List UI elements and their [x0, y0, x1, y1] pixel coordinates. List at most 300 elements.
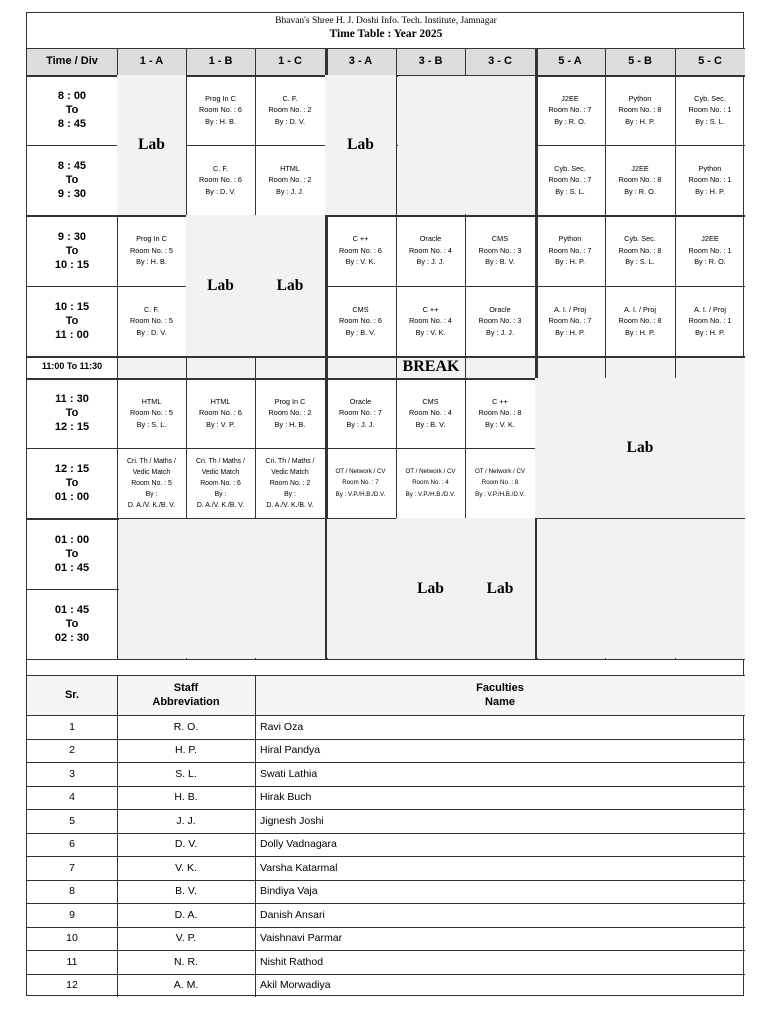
session-cell — [396, 378, 465, 448]
lab-block — [535, 378, 745, 518]
session-subject: C. F. — [282, 93, 298, 103]
lab-label: Lab — [626, 439, 654, 457]
session-faculty: By : V.P./H.B./D.V. — [405, 490, 456, 498]
session-cell — [535, 215, 605, 286]
fac-name — [260, 974, 740, 998]
session-room: Room No. : 6 — [199, 105, 242, 115]
session-room: Room No. : 4 — [409, 316, 452, 326]
session-room: Room No. : 8 — [618, 175, 662, 185]
fac-abbr-value: V. K. — [175, 861, 197, 874]
fac-grid-line — [27, 950, 745, 951]
session-subject: Cri. Th / Maths / — [127, 457, 176, 465]
fac-grid-line — [27, 927, 745, 928]
session-room: Room No. : 6 — [339, 316, 382, 326]
fac-sr-value: 11 — [66, 955, 78, 968]
session-faculty: By : S. L. — [136, 419, 167, 429]
session-faculty: By : S. L. — [695, 116, 725, 126]
column-header — [255, 48, 325, 75]
lab-label: Lab — [207, 276, 234, 294]
fac-name — [260, 762, 740, 786]
lab-label: Lab — [276, 276, 304, 294]
break-label: BREAK — [402, 358, 460, 376]
fac-name-value: Bindiya Vaja — [260, 885, 318, 898]
institute-name: Bhavan's Shree H. J. Doshi Info. Tech. Institute, Jamnagar — [275, 16, 497, 26]
fac-sr — [27, 880, 117, 904]
session-cell — [325, 378, 396, 448]
session-faculty: By : V. K. — [485, 419, 515, 429]
session-subject: CMS — [422, 396, 439, 406]
column-header — [117, 48, 186, 75]
fac-abbr — [117, 856, 255, 880]
time-from: 11 : 30 — [55, 393, 89, 405]
time-from: 8 : 45 — [57, 160, 87, 172]
break-time-label: 11:00 To 11:30 — [41, 361, 103, 372]
fac-header-sr — [27, 675, 117, 715]
session-subject: Prog In C — [274, 396, 306, 406]
grid-line — [27, 286, 745, 287]
time-to: 12 : 15 — [54, 421, 90, 433]
column-header-label: 1 - A — [139, 54, 164, 67]
time-slot — [27, 215, 117, 286]
column-header-label: 3 - C — [488, 54, 512, 67]
fac-abbr-value: S. L. — [175, 767, 197, 780]
session-cell — [465, 378, 535, 448]
time-slot — [27, 75, 117, 145]
session-cell — [255, 145, 325, 215]
session-room: Room No. : 7 — [342, 479, 379, 487]
fac-sr-value: 3 — [69, 767, 75, 780]
session-faculty: By : J. J. — [346, 419, 375, 429]
fac-grid-line — [255, 675, 256, 997]
fac-abbr-value: V. P. — [175, 932, 197, 945]
session-cell — [675, 215, 745, 286]
session-faculty: By : R. O. — [554, 116, 586, 126]
fac-sr — [27, 786, 117, 810]
fac-grid-line — [27, 715, 745, 716]
fac-name — [260, 739, 740, 763]
fac-abbr-value: H. P. — [175, 744, 197, 757]
fac-sr — [27, 927, 117, 951]
column-header-label: Time / Div — [46, 54, 98, 67]
session-faculty: By : — [284, 490, 296, 498]
session-subject: Oracle — [419, 234, 442, 244]
session-cell — [186, 378, 255, 448]
fac-name-value: Akil Morwadiya — [260, 979, 331, 992]
session-room: Room No. : 3 — [478, 245, 522, 255]
time-slot — [27, 589, 117, 659]
fac-sr — [27, 950, 117, 974]
time-slot — [27, 378, 117, 448]
fac-header-abbr — [117, 675, 255, 715]
session-room: Room No. : 6 — [339, 245, 382, 255]
fac-header-name — [255, 675, 745, 715]
session-faculty: By : — [214, 490, 227, 498]
grid-line — [27, 215, 745, 217]
grid-line — [27, 356, 745, 358]
fac-grid-line — [27, 833, 745, 834]
session-cell — [255, 378, 325, 448]
fac-grid-line — [117, 675, 118, 997]
fac-abbr — [117, 950, 255, 974]
column-header — [27, 48, 117, 75]
session-cell — [675, 145, 745, 215]
fac-abbr — [117, 833, 255, 857]
session-room: Room No. : 4 — [409, 245, 452, 255]
session-room: Room No. : 5 — [130, 245, 173, 255]
fac-abbr-value: H. B. — [174, 791, 198, 804]
fac-sr — [27, 739, 117, 763]
session-subject: J2EE — [631, 163, 649, 173]
merge-mask — [398, 76, 535, 214]
lab-block — [255, 215, 325, 356]
session-subject: Python — [698, 163, 722, 173]
session-cell — [325, 448, 396, 518]
lab-block — [465, 518, 535, 659]
fac-sr-value: 7 — [69, 861, 75, 874]
grid-line — [27, 659, 745, 660]
session-cell — [675, 286, 745, 356]
session-room: Room No. : 7 — [339, 408, 382, 418]
session-room: Room No. : 7 — [548, 245, 592, 255]
session-subject: C. F. — [213, 163, 228, 173]
session-subject: A. I. / Proj — [693, 304, 727, 314]
session-subject: Cyb. Sec. — [554, 163, 586, 173]
session-room: Room No. : 8 — [618, 245, 662, 255]
session-faculty: By : D. V. — [136, 327, 167, 337]
session-subject: A. I. / Proj — [553, 304, 587, 314]
fac-abbr-value: D. A. — [174, 908, 198, 921]
fac-abbr-value: R. O. — [173, 720, 199, 733]
column-header-label: 5 - A — [558, 54, 582, 67]
time-to: 01 : 00 — [54, 491, 90, 503]
session-subject: Cri. Th / Maths / — [265, 457, 315, 465]
session-subject: Prog In C — [136, 234, 167, 244]
session-faculty: By : S. L. — [625, 257, 655, 267]
fac-name-value: Vaishnavi Parmar — [260, 932, 343, 945]
session-faculty: By : B. V. — [415, 419, 446, 429]
session-faculty: By : J. J. — [416, 257, 445, 267]
fac-abbr — [117, 715, 255, 739]
fac-abbr-value: J. J. — [176, 814, 196, 827]
fac-name — [260, 903, 740, 927]
session-subject-cont: Vedic Match — [271, 468, 309, 476]
session-room: Room No. : 8 — [618, 316, 662, 326]
session-subject: CMS — [491, 234, 509, 244]
time-slot — [27, 448, 117, 518]
session-subject: Prog In C — [205, 93, 236, 103]
fac-sr-value: 10 — [66, 932, 78, 945]
session-faculty: By : H. B. — [136, 257, 167, 267]
fac-sr — [27, 856, 117, 880]
session-subject: C ++ — [492, 396, 508, 406]
session-room: Room No. : 6 — [199, 408, 242, 418]
session-room: Room No. : 3 — [478, 316, 522, 326]
time-to-word: To — [65, 547, 79, 560]
fac-name — [260, 786, 740, 810]
fac-name — [260, 880, 740, 904]
session-subject: Oracle — [349, 396, 372, 406]
time-to-word: To — [65, 104, 79, 116]
session-faculty-cont: D. A./V. K./B. V. — [127, 501, 176, 509]
fac-abbr — [117, 974, 255, 998]
session-room: Room No. : 6 — [199, 175, 242, 185]
session-faculty: By : H. P. — [555, 257, 585, 267]
session-cell — [255, 448, 325, 518]
session-cell — [117, 378, 186, 448]
session-faculty: By : H. P. — [555, 327, 585, 337]
session-subject: HTML — [210, 396, 231, 406]
session-faculty: By : D. V. — [274, 116, 306, 126]
time-to-word: To — [65, 407, 79, 419]
column-header-label: 3 - B — [418, 54, 443, 67]
session-room: Room No. : 5 — [131, 479, 172, 487]
session-room: Room No. : 4 — [409, 408, 452, 418]
fac-name-value: Swati Lathia — [260, 767, 318, 780]
time-from: 10 : 15 — [54, 301, 90, 313]
fac-abbr-value: D. V. — [174, 838, 198, 851]
time-to: 02 : 30 — [54, 632, 90, 644]
fac-abbr — [117, 739, 255, 763]
session-room: Room No. : 5 — [130, 408, 173, 418]
session-cell — [465, 215, 535, 286]
fac-grid-line — [27, 762, 745, 763]
time-to-word: To — [65, 315, 79, 327]
fac-grid-line — [27, 809, 745, 810]
session-cell — [396, 286, 465, 356]
session-subject: J2EE — [701, 234, 719, 244]
merge-mask — [327, 519, 396, 658]
column-header-label: 5 - C — [698, 54, 722, 67]
session-faculty: By : B. V. — [485, 257, 515, 267]
session-faculty: By : V.P./H.B./D.V. — [335, 490, 386, 498]
fac-grid-line — [27, 880, 745, 881]
fac-name-value: Hiral Pandya — [260, 744, 321, 757]
fac-name — [260, 856, 740, 880]
session-room: Room No. : 2 — [268, 175, 312, 185]
session-subject: A. I. / Proj — [623, 304, 657, 314]
fac-name — [260, 833, 740, 857]
time-from: 8 : 00 — [57, 90, 87, 102]
session-room: Room No. : 1 — [688, 175, 732, 185]
merge-mask — [119, 519, 325, 658]
column-header — [325, 48, 396, 75]
session-cell — [535, 145, 605, 215]
session-cell — [325, 215, 396, 286]
fac-abbr-value: B. V. — [175, 885, 197, 898]
fac-abbr — [117, 786, 255, 810]
session-faculty: By : B. V. — [345, 327, 376, 337]
session-faculty: By : V. K. — [415, 327, 446, 337]
lab-label: Lab — [347, 136, 374, 154]
time-to: 01 : 45 — [54, 561, 90, 574]
fac-name — [260, 715, 740, 739]
time-to-word: To — [65, 174, 79, 186]
session-cell — [186, 145, 255, 215]
fac-abbr — [117, 903, 255, 927]
session-subject: CMS — [352, 304, 369, 314]
break-banner — [117, 356, 745, 378]
session-subject: OT / Network / CV — [335, 467, 386, 475]
fac-name-value: Dolly Vadnagara — [260, 838, 337, 851]
fac-sr-value: 4 — [69, 791, 75, 804]
column-header — [605, 48, 675, 75]
fac-sr — [27, 974, 117, 998]
session-faculty: By : R. O. — [694, 257, 726, 267]
column-header — [186, 48, 255, 75]
lab-label: Lab — [138, 136, 165, 154]
session-subject: Cri. Th / Maths / — [196, 457, 245, 465]
session-room: Room No. : 7 — [548, 175, 592, 185]
fac-sr-value: 2 — [69, 744, 75, 757]
time-to-word: To — [65, 477, 79, 489]
session-cell — [675, 75, 745, 145]
session-faculty: By : H. B. — [205, 116, 236, 126]
fac-name — [260, 809, 740, 833]
fac-name-value: Hirak Buch — [260, 791, 312, 804]
session-subject: HTML — [280, 163, 300, 173]
session-cell — [605, 215, 675, 286]
session-faculty-cont: D. A./V. K./B. V. — [196, 501, 245, 509]
fac-name-value: Nishit Rathod — [260, 955, 324, 968]
session-room: Room No. : 2 — [269, 479, 311, 487]
fac-name — [260, 927, 740, 951]
session-faculty: By : S. L. — [555, 186, 585, 196]
session-faculty: By : V.P./H.B./D.V. — [475, 490, 525, 498]
lab-block — [117, 75, 186, 215]
session-cell — [535, 286, 605, 356]
session-subject: Cyb. Sec. — [624, 234, 656, 244]
session-subject: C ++ — [352, 234, 369, 244]
session-room: Room No. : 1 — [688, 316, 732, 326]
session-faculty: By : H. P. — [625, 116, 655, 126]
column-header — [535, 48, 605, 75]
session-cell — [465, 286, 535, 356]
fac-header-sr-label: Sr. — [64, 689, 80, 701]
session-room: Room No. : 2 — [268, 408, 312, 418]
session-faculty: By : H. P. — [695, 186, 725, 196]
session-room: Room No. : 7 — [548, 105, 592, 115]
session-subject: C ++ — [422, 304, 439, 314]
session-room: Room No. : 7 — [548, 316, 592, 326]
session-cell — [605, 145, 675, 215]
session-cell — [117, 286, 186, 356]
session-room: Room No. : 2 — [268, 105, 312, 115]
session-cell — [535, 75, 605, 145]
column-header-label: 5 - B — [628, 54, 652, 67]
session-faculty: By : D. V. — [205, 186, 236, 196]
session-cell — [605, 75, 675, 145]
session-faculty-cont: D. A./V. K./B. V. — [266, 501, 314, 509]
session-subject-cont: Vedic Match — [132, 468, 171, 476]
fac-sr-value: 9 — [69, 908, 75, 921]
fac-abbr-value: N. R. — [174, 955, 198, 968]
fac-header-name-l1: Faculties — [476, 682, 524, 694]
session-cell — [117, 215, 186, 286]
session-cell — [325, 286, 396, 356]
session-subject: Oracle — [489, 304, 511, 314]
time-to: 10 : 15 — [54, 258, 90, 271]
session-subject: C. F. — [144, 304, 159, 314]
session-subject: Python — [628, 93, 652, 103]
session-subject: OT / Network / CV — [474, 467, 526, 475]
fac-abbr — [117, 809, 255, 833]
fac-grid-line — [27, 786, 745, 787]
fac-name — [260, 950, 740, 974]
time-from: 9 : 30 — [57, 230, 87, 243]
fac-abbr — [117, 880, 255, 904]
fac-abbr — [117, 762, 255, 786]
fac-sr — [27, 903, 117, 927]
fac-header-name-l2: Name — [485, 696, 515, 708]
fac-grid-line — [27, 856, 745, 857]
fac-sr-value: 1 — [69, 720, 75, 733]
fac-sr-value: 5 — [69, 814, 75, 827]
fac-sr-value: 8 — [69, 885, 75, 898]
break-time — [27, 356, 117, 378]
session-room: Room No. : 8 — [478, 408, 522, 418]
time-to-word: To — [65, 618, 79, 630]
column-header-label: 3 - A — [348, 54, 373, 67]
fac-grid-line — [27, 675, 745, 676]
fac-abbr-value: A. M. — [173, 979, 199, 992]
session-subject-cont: Vedic Match — [201, 468, 240, 476]
column-header — [465, 48, 535, 75]
fac-name-value: Jignesh Joshi — [260, 814, 324, 827]
session-faculty: By : V. K. — [345, 257, 376, 267]
session-subject: HTML — [141, 396, 162, 406]
session-cell — [465, 448, 535, 518]
lab-block — [396, 518, 465, 659]
fac-sr — [27, 715, 117, 739]
column-header — [396, 48, 465, 75]
session-cell — [186, 448, 255, 518]
session-faculty: By : H. P. — [695, 327, 725, 337]
column-header — [675, 48, 745, 75]
time-from: 01 : 00 — [54, 533, 90, 546]
session-faculty: By : R. O. — [624, 186, 656, 196]
fac-abbr — [117, 927, 255, 951]
fac-sr — [27, 762, 117, 786]
lab-label: Lab — [486, 579, 514, 597]
session-cell — [255, 75, 325, 145]
session-subject: J2EE — [561, 93, 579, 103]
session-cell — [396, 448, 465, 518]
session-faculty: By : H. P. — [625, 327, 655, 337]
session-cell — [605, 286, 675, 356]
session-subject: OT / Network / CV — [405, 467, 456, 475]
session-faculty: By : J. J. — [276, 186, 304, 196]
time-to: 8 : 45 — [57, 118, 87, 130]
fac-name-value: Danish Ansari — [260, 908, 325, 921]
session-cell — [186, 75, 255, 145]
fac-sr-value: 6 — [69, 838, 75, 851]
fac-name-value: Ravi Oza — [260, 720, 304, 733]
session-subject: Cyb. Sec. — [694, 93, 726, 103]
fac-sr — [27, 833, 117, 857]
time-slot — [27, 286, 117, 356]
session-cell — [396, 215, 465, 286]
lab-label: Lab — [417, 579, 444, 597]
session-room: Room No. : 8 — [618, 105, 662, 115]
fac-grid-line — [27, 739, 745, 740]
time-from: 12 : 15 — [54, 463, 90, 475]
timetable-sheet — [26, 12, 744, 996]
time-slot — [27, 145, 117, 215]
fac-grid-line — [27, 974, 745, 975]
lab-block — [325, 75, 396, 215]
time-slot — [27, 518, 117, 589]
page-title: Time Table : Year 2025 — [329, 28, 443, 40]
